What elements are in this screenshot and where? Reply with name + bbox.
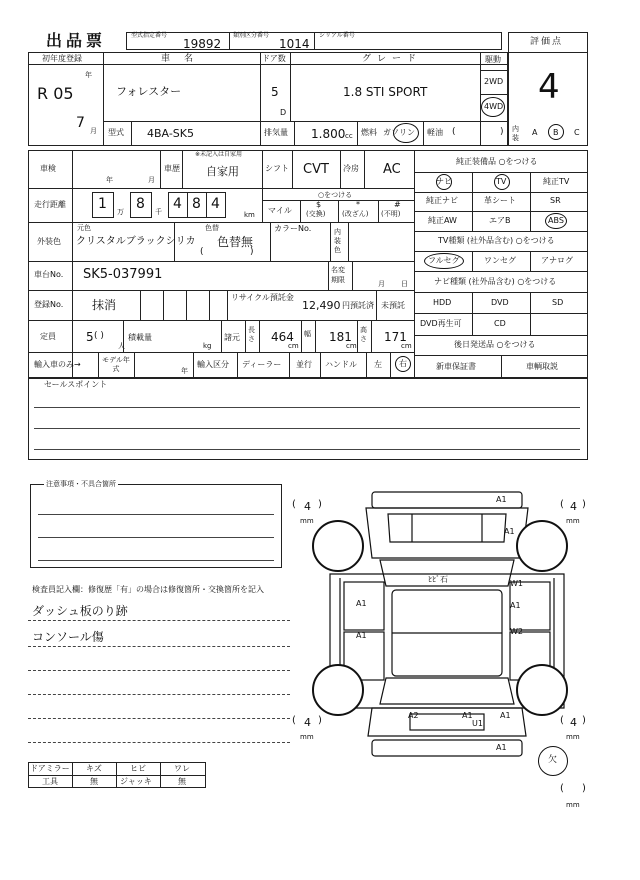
rear-window-shape bbox=[380, 678, 514, 704]
length-label: 長さ bbox=[248, 326, 255, 343]
chassis-value: SK5-037991 bbox=[83, 267, 163, 282]
width-label: 幅 bbox=[304, 330, 311, 338]
type-value: 4BA-SK5 bbox=[147, 127, 194, 140]
doors-type: D bbox=[280, 108, 287, 117]
mileage-d4: 8 bbox=[192, 196, 201, 212]
tire-fr-bracket-open: ( bbox=[560, 499, 564, 510]
tire-fl-unit: mm bbox=[300, 517, 314, 525]
dealer-label: ディーラー bbox=[242, 360, 282, 369]
drive-4wd: 4WD bbox=[484, 102, 504, 111]
doors-label: ドア数 bbox=[262, 54, 286, 63]
unknown-label: (不明) bbox=[381, 210, 401, 218]
tire-fr-value: 4 bbox=[570, 500, 577, 513]
mark-rear-center-u: U1 bbox=[472, 719, 483, 728]
tire-rl-value: 4 bbox=[304, 716, 311, 729]
mark-left-front-door: A1 bbox=[356, 599, 367, 608]
car-name-label: 車名 bbox=[161, 54, 208, 64]
equipment-title: 純正装備品 ○をつける bbox=[456, 157, 538, 166]
capacity-value: 5 bbox=[86, 330, 94, 344]
handle-label: ハンドル bbox=[325, 360, 357, 369]
tire-fr-unit: mm bbox=[566, 517, 580, 525]
mileage-label: 走行距離 bbox=[34, 200, 66, 209]
model-year-unit: 年 bbox=[181, 367, 188, 375]
tire-rl-unit: mm bbox=[300, 733, 314, 741]
mark-rear-center: A1 bbox=[462, 711, 473, 720]
navi-dvd: DVD bbox=[491, 298, 509, 307]
tire-fl-bracket-open: ( bbox=[292, 499, 296, 510]
car-name-value: フォレスター bbox=[116, 85, 182, 98]
mileage-man: 万 bbox=[117, 208, 124, 216]
legend-jack-value: 無 bbox=[178, 777, 186, 786]
parallel-label: 並行 bbox=[296, 360, 312, 369]
equip-sr: SR bbox=[550, 196, 561, 205]
cooling-label: 冷房 bbox=[343, 164, 359, 173]
recycle-value: 12,490 bbox=[302, 299, 341, 312]
later-manual: 車輌取説 bbox=[526, 362, 558, 371]
equip-leather: 革シート bbox=[484, 196, 516, 205]
model-cert-label: 型式指定番号 bbox=[131, 32, 168, 39]
equip-aw: 純正AW bbox=[428, 216, 457, 225]
legend-jack: ジャッキ bbox=[120, 777, 152, 786]
spare-bracket-close: ) bbox=[582, 783, 586, 794]
handle-right: 右 bbox=[399, 359, 407, 368]
displacement-unit: cc bbox=[345, 132, 353, 140]
name-change-month: 月 bbox=[378, 280, 385, 288]
fuel-paren-close: ) bbox=[500, 127, 504, 137]
spare-bracket-open: ( bbox=[560, 783, 564, 794]
tamper-label: (改ざん) bbox=[342, 210, 369, 218]
interior-label: 内装 bbox=[512, 125, 519, 142]
name-change-day: 日 bbox=[401, 280, 408, 288]
capacity-label: 定員 bbox=[40, 332, 56, 341]
equip-airbag: エアB bbox=[489, 216, 511, 225]
mileage-unit: km bbox=[244, 211, 255, 219]
legend-crack: ヒビ bbox=[130, 764, 146, 773]
interior-a: A bbox=[532, 128, 538, 137]
rear-right-wheel bbox=[516, 664, 568, 716]
displacement-label: 排気量 bbox=[264, 128, 288, 137]
first-reg-month: 7 bbox=[76, 115, 85, 131]
mark-rear-left: A2 bbox=[408, 711, 419, 720]
cooling-value: AC bbox=[383, 162, 401, 177]
tire-fl-bracket-close: ) bbox=[318, 499, 322, 510]
history-label: 車歴 bbox=[164, 164, 180, 173]
interior-b: B bbox=[553, 128, 559, 137]
mark-front-right: A1 bbox=[504, 527, 515, 536]
legend-scratch: キズ bbox=[86, 764, 102, 773]
fuel-paren-open: ( bbox=[452, 127, 456, 137]
spare-tire-label: 欠 bbox=[548, 755, 558, 765]
rear-left-wheel bbox=[312, 664, 364, 716]
equip-genuine-tv: 純正TV bbox=[543, 177, 570, 186]
chassis-label: 車台No. bbox=[34, 270, 64, 279]
reg-label: 登録No. bbox=[34, 300, 64, 309]
color-paren-open: ( bbox=[200, 247, 204, 257]
colorno-label: カラーNo. bbox=[274, 224, 312, 233]
drive-label: 駆動 bbox=[485, 55, 501, 64]
orig-color-label: 元色 bbox=[77, 224, 91, 232]
height-unit: cm bbox=[401, 342, 412, 350]
model-cert-value: 19892 bbox=[183, 37, 222, 51]
width-value: 181 bbox=[329, 330, 352, 344]
tire-rr-unit: mm bbox=[566, 733, 580, 741]
width-unit: cm bbox=[346, 342, 357, 350]
mark-windshield: ﾋﾋﾞ石 bbox=[428, 575, 448, 584]
color-change-label: 色替 bbox=[205, 224, 219, 232]
first-reg-year-unit: 年 bbox=[85, 71, 92, 79]
navi-dvd-play: DVD再生可 bbox=[420, 319, 462, 328]
tire-rl-bracket-open: ( bbox=[292, 715, 296, 726]
inner-color-label: 内装色 bbox=[334, 228, 341, 254]
equip-genuine-navi: 純正ナビ bbox=[426, 196, 458, 205]
orig-color-value: クリスタルブラックシリカ bbox=[76, 236, 196, 247]
reg-value: 抹消 bbox=[92, 298, 117, 312]
mark-front-bumper: A1 bbox=[496, 495, 507, 504]
fuel-gas: ガソリン bbox=[383, 128, 415, 137]
mark-right-rear: W2 bbox=[510, 627, 523, 636]
mileage-d2: 8 bbox=[136, 196, 145, 212]
capacity-unit: 人 bbox=[118, 342, 125, 350]
history-value: 自家用 bbox=[206, 165, 239, 178]
front-left-wheel bbox=[312, 520, 364, 572]
exchange-mark: $ bbox=[316, 200, 322, 209]
mark-rear-bumper: A1 bbox=[496, 743, 507, 752]
fuel-label: 燃料 bbox=[361, 128, 377, 137]
tire-rr-value: 4 bbox=[570, 716, 577, 729]
equip-tv: TV bbox=[496, 177, 507, 186]
mark-rear-right: A1 bbox=[500, 711, 511, 720]
color-change-value: 色替無 bbox=[217, 235, 254, 249]
drive-2wd: 2WD bbox=[484, 77, 504, 86]
first-reg-era: R 05 bbox=[37, 84, 74, 103]
later-title: 後日発送品 ○をつける bbox=[454, 340, 536, 349]
color-label: 外装色 bbox=[37, 237, 61, 246]
tire-fr-bracket-close: ) bbox=[582, 499, 586, 510]
import-label: 輸入車のみ→ bbox=[34, 360, 81, 369]
unknown-mark: # bbox=[394, 200, 401, 209]
model-year-label: モデル年式 bbox=[102, 356, 130, 373]
tv-fullseg: フルセグ bbox=[428, 256, 460, 265]
mark-left-rear-door: A1 bbox=[356, 631, 367, 640]
score-label: 評価点 bbox=[530, 37, 564, 47]
history-note: ※未記入は自家用 bbox=[195, 151, 243, 158]
fuel-diesel: 軽油 bbox=[427, 128, 443, 137]
height-value: 171 bbox=[384, 330, 407, 344]
class-label: 類別区分番号 bbox=[233, 32, 270, 39]
first-reg-month-unit: 月 bbox=[90, 127, 97, 135]
displacement-value: 1.800 bbox=[311, 127, 346, 141]
recycle-unit: 円預託済 bbox=[342, 301, 374, 310]
tire-fl-value: 4 bbox=[304, 500, 311, 513]
mileage-d3: 4 bbox=[173, 196, 182, 212]
grade-value: 1.8 STI SPORT bbox=[343, 85, 428, 99]
mileage-d1: 1 bbox=[98, 196, 107, 212]
recycle-not: 未預託 bbox=[381, 301, 405, 310]
capacity-paren: ( ) bbox=[94, 331, 104, 341]
height-label: 高さ bbox=[360, 326, 367, 343]
name-change-label: 名変期限 bbox=[331, 266, 345, 284]
tire-rl-bracket-close: ) bbox=[318, 715, 322, 726]
sales-point-label: セールスポイント bbox=[44, 380, 108, 389]
shift-value: CVT bbox=[303, 162, 329, 177]
score-value: 4 bbox=[538, 67, 560, 107]
meter-note: ○をつける bbox=[318, 191, 353, 199]
spare-unit: mm bbox=[566, 801, 580, 809]
load-label: 積載量 bbox=[128, 333, 152, 342]
later-warranty: 新車保証書 bbox=[436, 362, 476, 371]
navi-hdd: HDD bbox=[433, 298, 452, 307]
shaken-label: 車検 bbox=[40, 164, 56, 173]
inspector-label: 検査員記入欄：修復歴「有」の場合は修復箇所・交換箇所を記入 bbox=[32, 585, 264, 594]
sales-point-box bbox=[28, 378, 588, 460]
legend-break: ワレ bbox=[174, 764, 190, 773]
tamper-mark: * bbox=[356, 200, 360, 209]
note-line-1: ダッシュ板のり跡 bbox=[32, 604, 128, 618]
class-value: 1014 bbox=[279, 37, 310, 51]
navi-title: ナビ種類 (社外品含む) ○をつける bbox=[434, 277, 557, 286]
first-reg-label: 初年度登録 bbox=[42, 54, 82, 63]
tv-title: TV種類 (社外品含む) ○をつける bbox=[438, 236, 555, 245]
length-value: 464 bbox=[271, 330, 294, 344]
legend-tools-value: 無 bbox=[90, 777, 98, 786]
exchange-label: (交換) bbox=[306, 210, 326, 218]
recycle-label: リサイクル預託金 bbox=[231, 293, 294, 302]
shaken-month-unit: 月 bbox=[148, 176, 155, 184]
mark-right-front-w: W1 bbox=[510, 579, 523, 588]
interior-c: C bbox=[574, 128, 580, 137]
shaken-year-unit: 年 bbox=[106, 176, 113, 184]
mileage-d5: 4 bbox=[211, 196, 220, 212]
tv-oneseg: ワンセグ bbox=[484, 256, 516, 265]
front-right-wheel bbox=[516, 520, 568, 572]
length-unit: cm bbox=[288, 342, 299, 350]
tv-analog: アナログ bbox=[541, 256, 573, 265]
navi-sd: SD bbox=[552, 298, 564, 307]
color-paren-close: ) bbox=[250, 247, 254, 257]
mileage-sen: 千 bbox=[155, 208, 162, 216]
notes-box bbox=[30, 484, 282, 568]
type-label: 型式 bbox=[108, 128, 124, 137]
tire-rr-bracket-close: ) bbox=[582, 715, 586, 726]
shift-label: シフト bbox=[265, 164, 289, 173]
tire-rr-bracket-open: ( bbox=[560, 715, 564, 726]
navi-cd: CD bbox=[494, 319, 506, 328]
equip-navi: ナビ bbox=[436, 177, 452, 186]
import-type-label: 輸入区分 bbox=[197, 360, 229, 369]
notes-label: 注意事項・不具合箇所 bbox=[46, 480, 116, 488]
equip-abs: ABS bbox=[548, 216, 564, 225]
dims-label: 諸元 bbox=[224, 333, 240, 342]
load-unit: kg bbox=[203, 342, 212, 350]
mark-right-front-a: A1 bbox=[510, 601, 521, 610]
legend-mirror: ドアミラー bbox=[30, 764, 70, 773]
doors-value: 5 bbox=[271, 85, 279, 99]
mile-label: マイル bbox=[268, 206, 292, 215]
serial-label: シリアル番号 bbox=[319, 32, 355, 39]
grade-label: グレード bbox=[362, 54, 423, 64]
legend-tools: 工具 bbox=[42, 777, 58, 786]
handle-left: 左 bbox=[374, 360, 382, 369]
note-line-2: コンソール傷 bbox=[32, 630, 104, 644]
doc-title: 出品票 bbox=[46, 31, 107, 50]
